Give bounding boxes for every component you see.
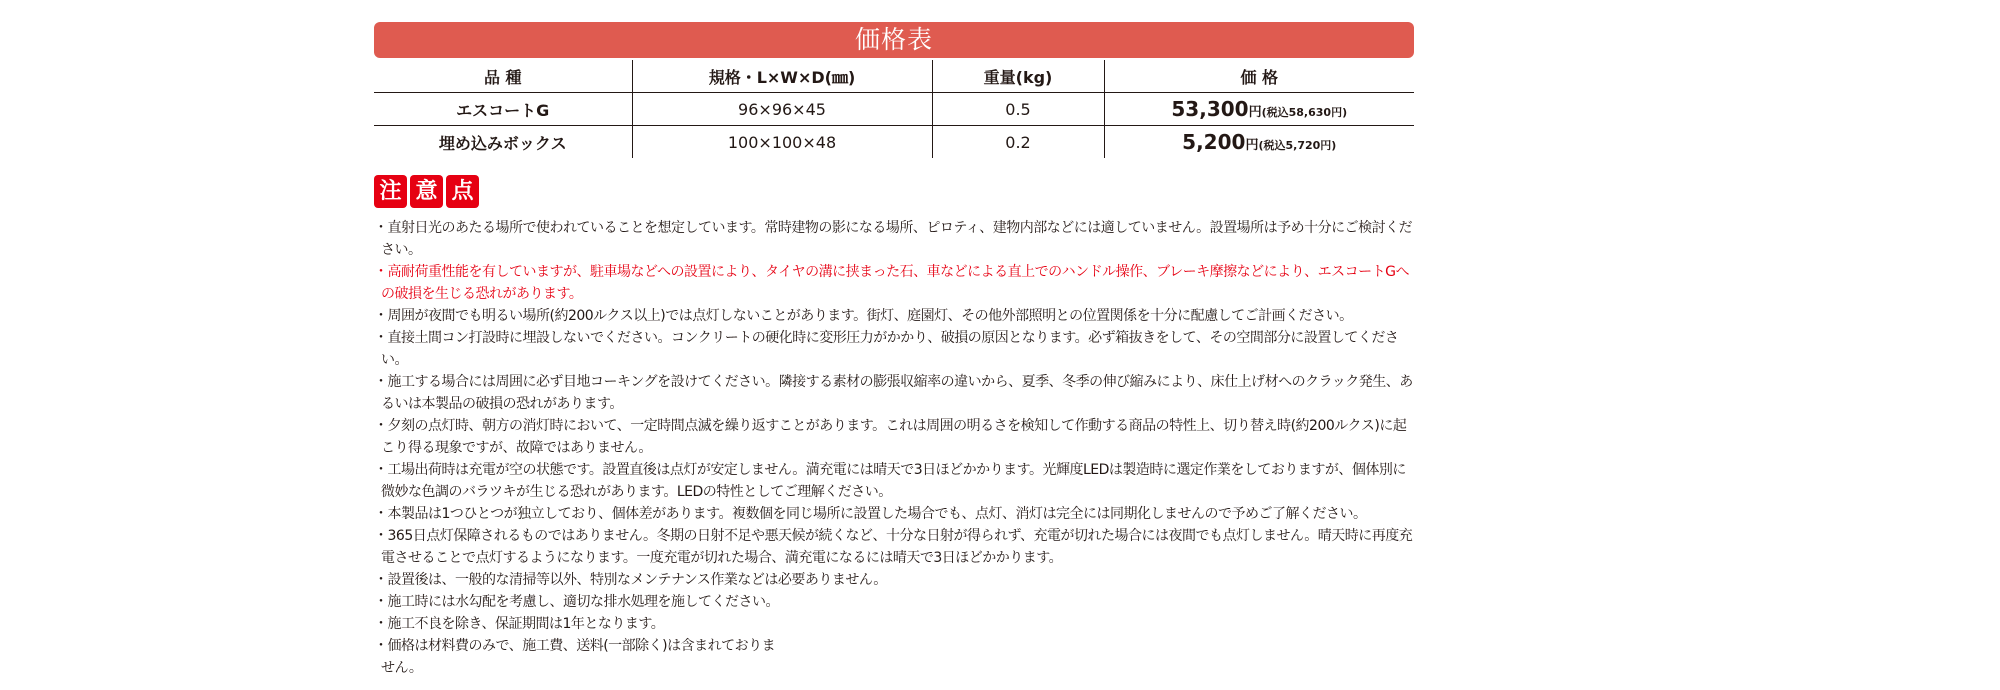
product-info <box>374 22 1414 679</box>
price-unit: 円 <box>1245 138 1259 153</box>
caution-note: ・本製品は1つひとつが独立しており、個体差があります。複数個を同じ場所に設置した場合でも、点灯、消灯は完全には同期化しませんので予めご了解ください。 <box>374 506 1367 522</box>
header-price: 価 格 <box>1104 60 1414 93</box>
caution-note: ・365日点灯保障されるものではありません。冬期の日射不足や悪天候が続くなど、十分な日射が得られず、充電が切れた場合には夜間でも点灯しません。晴天時に再度充電させることで点灯するようになります。一度充電が切れた場合、満充電になるには晴天で3日ほどかかります。 <box>374 528 1413 566</box>
price-value: 5,200 <box>1182 130 1246 154</box>
caution-note: ・工場出荷時は充電が空の状態です。設置直後は点灯が安定しません。満充電には晴天で3日ほどかかります。光輝度LEDは製造時に選定作業をしておりますが、個体別に微妙な色調のバラツキが生じる恐れがあります。LEDの特性としてご理解ください。 <box>374 462 1406 500</box>
product-price-cell <box>1104 126 1414 159</box>
price-tax: (税込5,720円) <box>1258 139 1337 152</box>
table-row <box>374 126 1414 159</box>
price-value: 53,300 <box>1171 97 1249 121</box>
price-table <box>374 60 1414 158</box>
caution-note: ・価格は材料費のみで、施工費、送料(一部除く)は含まれておりません。 <box>374 638 776 676</box>
product-price-cell <box>1104 93 1414 126</box>
caution-note: ・設置後は、一般的な清掃等以外、特別なメンテナンス作業などは必要ありません。 <box>374 572 887 588</box>
caution-badge: 注 <box>374 175 407 208</box>
product-spec: 96×96×45 <box>632 93 932 126</box>
caution-note: ・施工時には水勾配を考慮し、適切な排水処理を施してください。 <box>374 594 779 610</box>
caution-badge: 点 <box>446 175 479 208</box>
caution-notes <box>374 217 1414 679</box>
price-table-header-row <box>374 60 1414 93</box>
product-name: 埋め込みボックス <box>438 133 567 153</box>
product-weight: 0.2 <box>932 126 1104 159</box>
header-product: 品 種 <box>374 60 632 93</box>
price-table-title: 価格表 <box>374 22 1414 58</box>
header-spec: 規格・L×W×D(㎜) <box>632 60 932 93</box>
product-spec: 100×100×48 <box>632 126 932 159</box>
caution-note: ・施工不良を除き、保証期間は1年となります。 <box>374 616 665 632</box>
caution-note: ・周囲が夜間でも明るい場所(約200ルクス以上)では点灯しないことがあります。街灯、庭園灯、その他外部照明との位置関係を十分に配慮してご計画ください。 <box>374 308 1353 324</box>
header-weight: 重量(kg) <box>932 60 1104 93</box>
caution-note: ・夕刻の点灯時、朝方の消灯時において、一定時間点滅を繰り返すことがあります。これは周囲の明るさを検知して作動する商品の特性上、切り替え時(約200ルクス)に起こり得る現象ですが、故障ではありません。 <box>374 418 1407 456</box>
caution-badge: 意 <box>410 175 443 208</box>
price-unit: 円 <box>1248 105 1262 120</box>
caution-note-warning: ・高耐荷重性能を有していますが、駐車場などへの設置により、タイヤの溝に挟まった石、車などによる直上でのハンドル操作、ブレーキ摩擦などにより、エスコートGへの破損を生じる恐れがあります。 <box>374 264 1409 302</box>
caution-note: ・直接土間コン打設時に埋設しないでください。コンクリートの硬化時に変形圧力がかかり、破損の原因となります。必ず箱抜きをして、その空間部分に設置してください。 <box>374 330 1399 368</box>
caution-note: ・直射日光のあたる場所で使われていることを想定しています。常時建物の影になる場所、ピロティ、建物内部などには適していません。設置場所は予め十分にご検討ください。 <box>374 220 1413 258</box>
table-row <box>374 93 1414 126</box>
price-tax: (税込58,630円) <box>1261 106 1348 119</box>
caution-note: ・施工する場合には周囲に必ず目地コーキングを設けてください。隣接する素材の膨張収縮率の違いから、夏季、冬季の伸び縮みにより、床仕上げ材へのクラック発生、あるいは本製品の破損の恐れがあります。 <box>374 374 1413 412</box>
product-name: エスコートG <box>374 93 632 126</box>
product-weight: 0.5 <box>932 93 1104 126</box>
caution-heading <box>374 175 1414 208</box>
